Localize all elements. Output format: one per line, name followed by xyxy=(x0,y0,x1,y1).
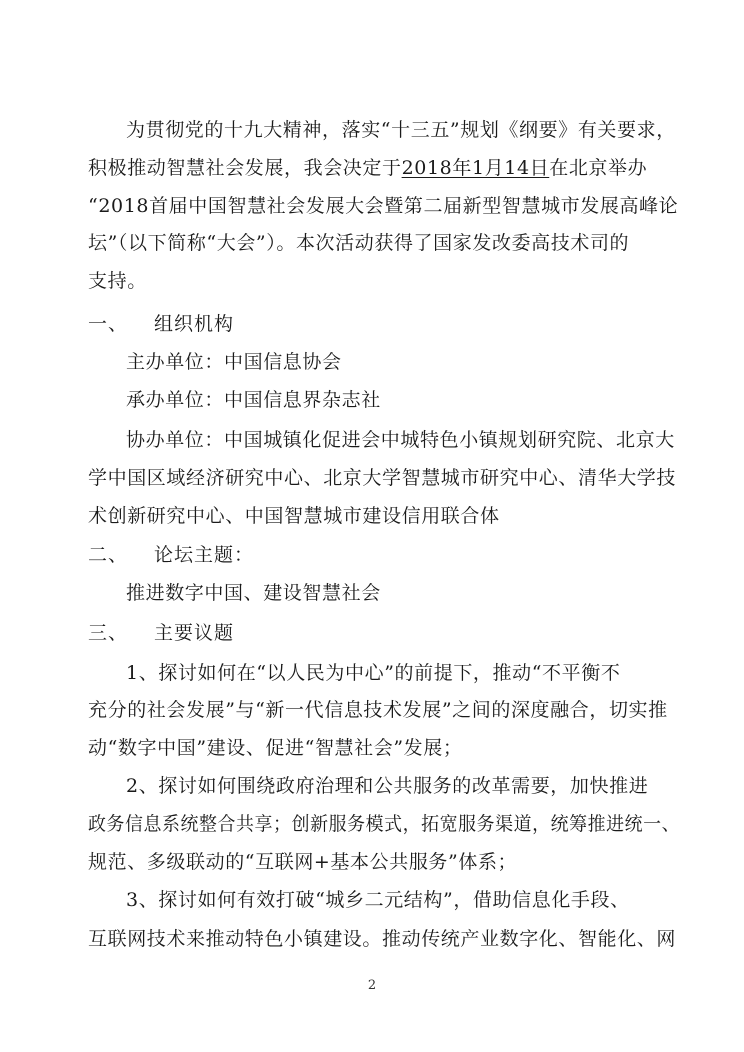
topic-3-line-1: 3、探讨如何有效打破“城乡二元结构”，借助信息化手段、 xyxy=(126,889,630,911)
topic-3-line-2: 互联网技术来推动特色小镇建设。推动传统产业数字化、智能化、网 xyxy=(88,928,677,950)
section-2-heading xyxy=(88,542,254,568)
intro-line-2-pre: 积极推动智慧社会发展，我会决定于 xyxy=(88,157,402,179)
forum-theme: 推进数字中国、建设智慧社会 xyxy=(126,582,381,604)
topic-2-line-3: 规范、多级联动的“互联网+基本公共服务”体系； xyxy=(88,851,518,873)
section-1-title: 组织机构 xyxy=(154,313,235,335)
intro-line-4: 坛”（以下简称“大会”）。本次活动获得了国家发改委高技术司的 xyxy=(88,232,630,254)
intro-line-5: 支持。 xyxy=(88,270,147,292)
topic-1-line-2: 充分的社会发展”与“新一代信息技术发展”之间的深度融合，切实推 xyxy=(88,699,668,721)
co-organizer-line-2: 学中国区域经济研究中心、北京大学智慧城市研究中心、清华大学技 xyxy=(88,467,677,489)
host-unit: 主办单位：中国信息协会 xyxy=(126,351,342,373)
intro-line-1: 为贯彻党的十九大精神，落实“十三五”规划《纲要》有关要求， xyxy=(126,119,676,141)
organizer-unit: 承办单位：中国信息界杂志社 xyxy=(126,389,381,411)
co-organizer-line-1: 协办单位：中国城镇化促进会中城特色小镇规划研究院、北京大 xyxy=(126,429,675,451)
event-date: 2018年1月14日 xyxy=(401,157,550,179)
topic-2-line-2: 政务信息系统整合共享；创新服务模式，拓宽服务渠道，统筹推进统一、 xyxy=(88,813,681,835)
section-2-title: 论坛主题： xyxy=(154,544,255,566)
topic-1-line-3: 动“数字中国”建设、促进“智慧社会”发展； xyxy=(88,737,463,759)
section-3-number: 三、 xyxy=(88,622,129,644)
section-3-title: 主要议题 xyxy=(154,622,235,644)
topic-2-line-1: 2、探讨如何围绕政府治理和公共服务的改革需要，加快推进 xyxy=(126,775,649,797)
section-1-number: 一、 xyxy=(88,313,129,335)
co-organizer-line-3: 术创新研究中心、中国智慧城市建设信用联合体 xyxy=(88,505,500,527)
section-2-number: 二、 xyxy=(88,544,129,566)
intro-line-2 xyxy=(88,155,647,181)
topic-1-line-1: 1、探讨如何在“以人民为中心”的前提下，推动“不平衡不 xyxy=(126,662,621,684)
intro-line-3: “2018首届中国智慧社会发展大会暨第二届新型智慧城市发展高峰论 xyxy=(88,195,679,217)
section-3-heading xyxy=(88,620,234,646)
section-1-heading xyxy=(88,311,234,337)
intro-line-2-post: 在北京举办 xyxy=(549,157,648,179)
page-number: 2 xyxy=(367,978,377,993)
